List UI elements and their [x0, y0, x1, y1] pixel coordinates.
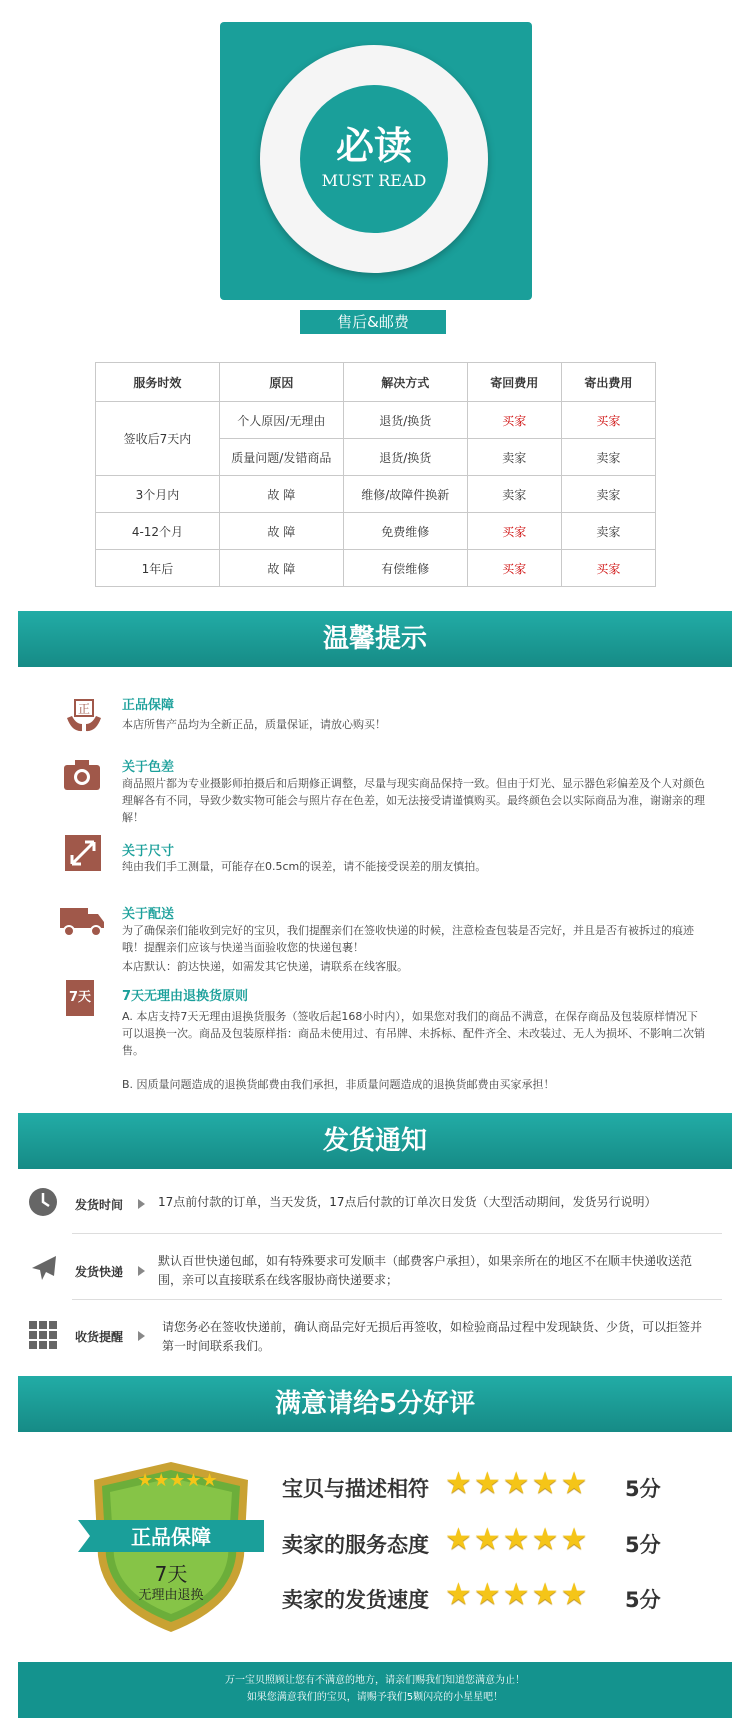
- tip-text: 本店所售产品均为全新正品，质量保证，请放心购买！: [122, 718, 386, 731]
- rating-score: 5分: [625, 1477, 661, 1501]
- table-cell: 买家: [561, 402, 655, 439]
- table-cell: 4-12个月: [96, 513, 220, 550]
- table-cell: 卖家: [561, 439, 655, 476]
- delivery-truck-icon: [58, 902, 106, 938]
- table-cell: 卖家: [467, 476, 561, 513]
- svg-text:正: 正: [77, 702, 91, 716]
- tip-text: 为了确保亲们能收到完好的宝贝，我们提醒亲们在签收快递的时候，注意检查包装是否完好，并且是否有被拆过的痕迹哦！提醒亲们应该与快递当面验收您的快递包裹！: [122, 924, 694, 954]
- table-cell: 买家: [467, 550, 561, 587]
- table-cell: 买家: [561, 550, 655, 587]
- tip-text: A. 本店支持7天无理由退换货服务（签收后起168小时内），如果您对我们的商品不满意，在保存商品及包装原样情况下可以退换一次。商品及包装原样指：商品未使用过、有吊牌、未拆标、配件齐全、未改装过、无人为损坏、不影响二次销售。: [122, 1010, 705, 1057]
- table-cell: 3个月内: [96, 476, 220, 513]
- after-sales-table: [95, 362, 656, 587]
- rating-score: 5分: [625, 1588, 661, 1612]
- table-cell: 退货/换货: [343, 402, 467, 439]
- table-cell: 故 障: [219, 550, 343, 587]
- table-row: [96, 476, 656, 513]
- badge-sub1-text: 7天: [154, 1562, 188, 1586]
- table-header-row: [96, 363, 656, 402]
- tip-title: 7天无理由退换货原则: [122, 989, 249, 1004]
- row-text: 默认百世快递包邮，如有特殊要求可发顺丰（邮费客户承担），如果亲所在的地区不在顺丰快递收送范围，亲可以直接联系在线客服协商快递要求；: [158, 1254, 693, 1287]
- table-cell: 买家: [467, 402, 561, 439]
- row-label: 收货提醒: [75, 1330, 124, 1344]
- header-cell: 解决方式: [343, 363, 467, 402]
- tip-text: 纯由我们手工测量，可能存在0.5cm的误差，请不能接受误差的朋友慎拍。: [122, 860, 487, 873]
- return-policy-b: B. 因质量问题造成的退换货邮费由我们承担，非质量问题造成的退换货邮费由买家承担！: [122, 1078, 555, 1091]
- table-cell: 退货/换货: [343, 439, 467, 476]
- table-cell: 维修/故障件换新: [343, 476, 467, 513]
- header-cell: 原因: [219, 363, 343, 402]
- table-cell: 个人原因/无理由: [219, 402, 343, 439]
- rating-label: 宝贝与描述相符: [282, 1477, 429, 1501]
- row-text: 17点前付款的订单，当天发货，17点后付款的订单次日发货（大型活动期间，发货另行说明）: [158, 1195, 657, 1209]
- header-cell: 寄回费用: [467, 363, 561, 402]
- rating-stars: ★★★★★: [445, 1466, 590, 1501]
- table-cell: 卖家: [561, 476, 655, 513]
- table-cell: 卖家: [467, 439, 561, 476]
- row-label: 发货时间: [75, 1198, 124, 1212]
- rating-label: 卖家的发货速度: [282, 1588, 429, 1612]
- tip-text: 商品照片都为专业摄影师拍摄后和后期修正调整，尽量与现实商品保持一致。但由于灯光、显示器色彩偏差及个人对颜色理解各有不同，导致少数实物可能会与照片存在色差，如无法接受请谨慎购买。最终颜色会以实际商品为准，谢谢亲的理解！: [122, 777, 705, 824]
- table-cell: 买家: [467, 513, 561, 550]
- tip-title: 关于配送: [122, 907, 175, 922]
- table-cell: 故 障: [219, 476, 343, 513]
- hero-inner-circle: [300, 85, 448, 233]
- rating-stars: ★★★★★: [445, 1577, 590, 1612]
- rating-label: 卖家的服务态度: [282, 1533, 429, 1557]
- arrow-right-icon: [138, 1199, 145, 1209]
- rating-score: 5分: [625, 1533, 661, 1557]
- table-cell: 签收后7天内: [96, 402, 220, 476]
- camera-icon: [62, 757, 102, 793]
- badge-main-text: 正品保障: [131, 1525, 211, 1549]
- header-cell: 寄出费用: [561, 363, 655, 402]
- badge-sub2-text: 无理由退换: [138, 1588, 204, 1603]
- airplane-icon: [28, 1254, 58, 1284]
- table-cell: 有偿维修: [343, 550, 467, 587]
- rating-stars: ★★★★★: [445, 1522, 590, 1557]
- row-text: 请您务必在签收快递前，确认商品完好无损后再签收，如检验商品过程中发现缺货、少货，可以拒签并第一时间联系我们。: [162, 1320, 703, 1353]
- tip-title: 关于尺寸: [122, 844, 175, 859]
- footer-line-1: 万一宝贝照顾让您有不满意的地方，请亲们赐我们知道您满意为止！: [225, 1675, 525, 1686]
- svg-text:★★★★★: ★★★★★: [137, 1470, 218, 1491]
- table-cell: 免费维修: [343, 513, 467, 550]
- divider: [72, 1299, 722, 1300]
- must-read-hero: [220, 22, 532, 300]
- table-cell: 质量问题/发错商品: [219, 439, 343, 476]
- hero-ring: [260, 45, 488, 273]
- grid-icon: [28, 1320, 58, 1350]
- table-row: [96, 402, 656, 439]
- table-cell: 故 障: [219, 513, 343, 550]
- tips-banner: 温馨提示: [18, 611, 732, 667]
- clock-icon: [28, 1187, 58, 1217]
- divider: [72, 1233, 722, 1234]
- footer-banner: [18, 1662, 732, 1718]
- table-row: [96, 513, 656, 550]
- calendar-7day-icon: 7天: [66, 980, 94, 1016]
- arrow-right-icon: [138, 1331, 145, 1341]
- delivery-default-text: 本店默认：韵达快递，如需发其它快递，请联系在线客服。: [122, 960, 408, 973]
- rating-banner: 满意请给5分好评: [18, 1376, 732, 1432]
- hero-title-en: MUST READ: [321, 171, 427, 190]
- resize-arrow-icon: [63, 835, 103, 871]
- tip-title: 正品保障: [122, 698, 175, 713]
- table-cell: 1年后: [96, 550, 220, 587]
- hero-title-cn: 必读: [335, 123, 412, 168]
- section-label: 售后&邮费: [300, 310, 446, 334]
- shipping-banner: 发货通知: [18, 1113, 732, 1169]
- footer-line-2: 如果您满意我们的宝贝，请赐予我们5颗闪亮的小星星吧！: [246, 1692, 504, 1703]
- table-cell: 卖家: [561, 513, 655, 550]
- table-row: [96, 550, 656, 587]
- row-label: 发货快递: [75, 1265, 124, 1279]
- header-cell: 服务时效: [96, 363, 220, 402]
- genuine-hands-icon: [64, 698, 104, 734]
- tip-title: 关于色差: [122, 760, 175, 775]
- arrow-right-icon: [138, 1266, 145, 1276]
